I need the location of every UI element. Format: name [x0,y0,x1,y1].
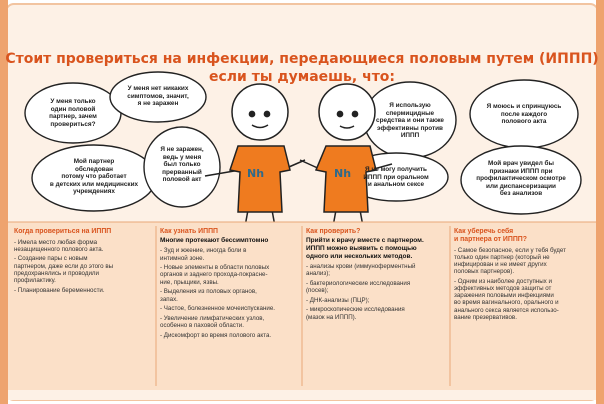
column-heading: Как проверить? [306,228,361,235]
list-item: - Планирование беременности. [14,286,105,294]
list-item: - анализы крови (иммуноферментный анализ); [306,262,416,278]
bubble-oral-anal: Я не могу получить ИППП при оральном и анальном сексе [363,166,429,189]
column-heading: Когда провериться на ИППП [14,228,112,235]
bubble-partner-examined: Мой партнер обследован потому что работает в детских или медицинских учреждениях [49,158,139,196]
list-item: - ДНК-анализы (ПЦР); [306,296,370,304]
bubble-washing: Я моюсь и спринцуюсь после каждого полового акта [486,103,562,126]
column-heading: Как уберечь себя и партнера от ИППП? [454,228,527,243]
title-line-2: если ты думаешь, что: [208,69,396,85]
page-title [0,50,604,86]
column-when-to-test [14,228,156,294]
list-item: - Зуд и жжение, иногда боли в интимной зоне. [160,247,247,262]
column-protection [454,228,596,321]
bubble-interrupted-act: Я не заражен, ведь у меня был только прерванный половой акт [160,146,204,184]
title-line-1: Стоит провериться на инфекции, передающиеся половым путем (ИППП) [5,51,599,67]
list-item: - бактериологические исследования (посев); [306,279,411,294]
list-item: - Новые элементы в области половых органов и заднего прохода-покрасне- ние, прыщики, язвы. [160,264,270,286]
list-item: - Одним из наиболее доступных и эффективных методов защиты от заражения половыми инфекциями во время вагинального, орального и анального секса является использо- вание презервативов. [454,277,559,321]
list-item: - Имела место любая форма незащищенного полового акта. [14,238,104,253]
list-item: - Выделения из половых органов, запах. [160,288,257,303]
column-subheading: Многие протекают бессимптомно [160,237,269,244]
list-item: - Частое, болезненное мочеиспускание. [160,305,275,313]
bubble-no-symptoms: У меня нет никаких симптомов, значит, я не заражен [127,85,189,108]
column-how-to-test [306,228,448,321]
shirt-logo-right: Nh [334,167,352,180]
bubble-one-partner: У меня только один половой партнер, зачем провериться? [49,98,97,128]
list-item: - Увеличение лимфатических узлов, особенно в паховой области. [160,314,265,330]
shirt-logo-left: Nh [247,167,265,180]
column-heading: Как узнать ИППП [160,228,218,235]
column-symptoms [160,228,302,339]
list-item: - Дискомфорт во время полового акта. [160,331,272,339]
bubble-spermicides: Я использую спермицидные средства и они также эффективны против ИППП [376,102,444,140]
column-subheading: Прийти к врачу вместе с партнером. ИППП можно выявить с помощью одного или нескольких методов. [306,237,424,260]
bubble-doctor-checkup: Мой врач увидел бы признаки ИППП при профилактическом осмотре или диспансеризации без анализов [476,160,566,198]
list-item: - микроскопические исследования (мазок на ИППП). [306,306,405,321]
list-item: - Создание пары с новым партнером, даже если до этого вы предохранялись и проводили профилактику. [14,255,114,285]
list-item: - Самое безопасное, если у тебя будет только один партнер (который не инфицирован и не имеет других половых партнеров). [454,246,566,276]
